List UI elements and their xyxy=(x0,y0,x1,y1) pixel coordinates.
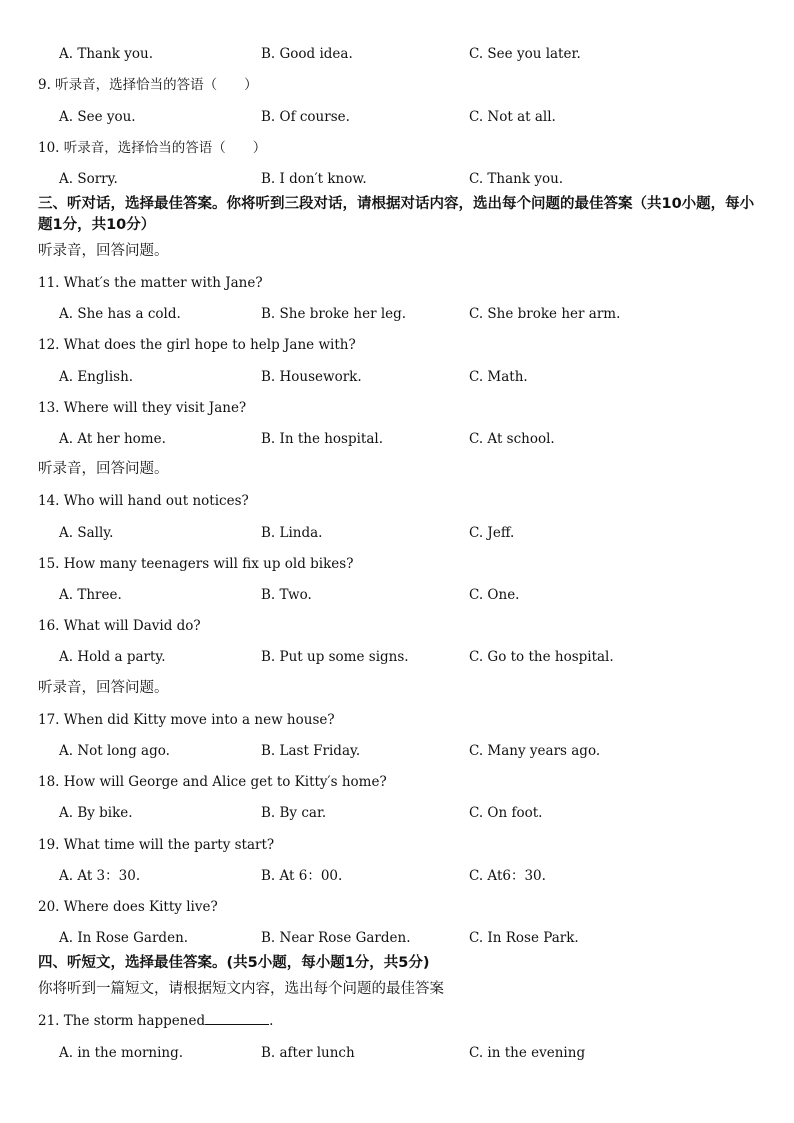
option-a: A. By bike. xyxy=(59,805,133,821)
option-a: A. Not long ago. xyxy=(59,743,170,759)
option-b: B. Of course. xyxy=(261,109,350,125)
option-b: B. At 6：00. xyxy=(261,868,343,884)
option-b: B. Housework. xyxy=(261,369,362,385)
options-row-11 xyxy=(59,305,759,323)
options-row-16 xyxy=(59,648,759,666)
question-15: 15. How many teenagers will fix up old bikes? xyxy=(38,556,354,572)
option-a: A. Sorry. xyxy=(59,171,118,187)
options-row-21 xyxy=(59,1044,759,1062)
question-9: 9. 听录音，选择恰当的答语（ ） xyxy=(38,77,258,93)
options-row-14 xyxy=(59,524,759,542)
option-b: B. Good idea. xyxy=(261,46,353,62)
option-a: A. In Rose Garden. xyxy=(59,930,189,946)
section-3-heading: 三、听对话，选择最佳答案。你将听到三段对话，请根据对话内容，选出每个问题的最佳答案（共10小题，每小题1分，共10分） xyxy=(38,196,755,233)
options-row-19 xyxy=(59,867,759,885)
instruction: 听录音，回答问题。 xyxy=(38,461,169,477)
option-c: C. In Rose Park. xyxy=(469,930,579,946)
question-11: 11. What′s the matter with Jane? xyxy=(38,275,263,291)
options-row-8 xyxy=(59,45,759,63)
options-row-10 xyxy=(59,170,759,188)
option-a: A. in the morning. xyxy=(59,1045,184,1061)
option-b: B. Last Friday. xyxy=(261,743,361,759)
options-row-13 xyxy=(59,430,759,448)
question-10: 10. 听录音，选择恰当的答语（ ） xyxy=(38,140,267,156)
option-c: C. in the evening xyxy=(469,1045,586,1061)
option-c: C. One. xyxy=(469,587,520,603)
option-b: B. Put up some signs. xyxy=(261,649,409,665)
option-c: C. Not at all. xyxy=(469,109,556,125)
option-b: B. Near Rose Garden. xyxy=(261,930,411,946)
option-a: A. She has a cold. xyxy=(59,306,181,322)
question-21 xyxy=(38,1012,273,1030)
question-20: 20. Where does Kitty live? xyxy=(38,899,218,915)
option-a: A. Hold a party. xyxy=(59,649,166,665)
option-c: C. Go to the hospital. xyxy=(469,649,614,665)
option-a: A. Sally. xyxy=(59,525,114,541)
question-21-text: 21. The storm happened xyxy=(38,1013,206,1029)
question-13: 13. Where will they visit Jane? xyxy=(38,400,247,416)
option-a: A. Thank you. xyxy=(59,46,153,62)
instruction: 听录音，回答问题。 xyxy=(38,243,169,259)
option-b: B. She broke her leg. xyxy=(261,306,407,322)
question-12: 12. What does the girl hope to help Jane with? xyxy=(38,337,356,353)
answer-blank xyxy=(205,1012,269,1025)
question-19: 19. What time will the party start? xyxy=(38,837,275,853)
option-b: B. Two. xyxy=(261,587,312,603)
option-c: C. See you later. xyxy=(469,46,581,62)
option-a: A. English. xyxy=(59,369,134,385)
option-c: C. At6：30. xyxy=(469,868,546,884)
options-row-17 xyxy=(59,742,759,760)
option-c: C. She broke her arm. xyxy=(469,306,621,322)
options-row-18 xyxy=(59,804,759,822)
option-c: C. At school. xyxy=(469,431,555,447)
option-c: C. Many years ago. xyxy=(469,743,601,759)
options-row-12 xyxy=(59,368,759,386)
question-14: 14. Who will hand out notices? xyxy=(38,493,249,509)
question-21-end: . xyxy=(269,1013,274,1029)
option-c: C. Math. xyxy=(469,369,528,385)
option-b: B. In the hospital. xyxy=(261,431,384,447)
option-b: B. Linda. xyxy=(261,525,323,541)
option-a: A. See you. xyxy=(59,109,136,125)
option-c: C. Jeff. xyxy=(469,525,515,541)
options-row-15 xyxy=(59,586,759,604)
option-a: A. At her home. xyxy=(59,431,166,447)
option-a: A. At 3：30. xyxy=(59,868,141,884)
options-row-9 xyxy=(59,108,759,126)
question-17: 17. When did Kitty move into a new house? xyxy=(38,712,335,728)
instruction: 你将听到一篇短文，请根据短文内容，选出每个问题的最佳答案 xyxy=(38,981,444,997)
option-a: A. Three. xyxy=(59,587,122,603)
option-b: B. I don′t know. xyxy=(261,171,367,187)
options-row-20 xyxy=(59,929,759,947)
question-18: 18. How will George and Alice get to Kitty′s home? xyxy=(38,774,387,790)
option-b: B. after lunch xyxy=(261,1045,355,1061)
option-c: C. On foot. xyxy=(469,805,543,821)
question-16: 16. What will David do? xyxy=(38,618,201,634)
option-b: B. By car. xyxy=(261,805,327,821)
instruction: 听录音，回答问题。 xyxy=(38,680,169,696)
section-4-heading: 四、听短文，选择最佳答案。(共5小题，每小题1分，共5分) xyxy=(38,955,430,971)
option-c: C. Thank you. xyxy=(469,171,564,187)
